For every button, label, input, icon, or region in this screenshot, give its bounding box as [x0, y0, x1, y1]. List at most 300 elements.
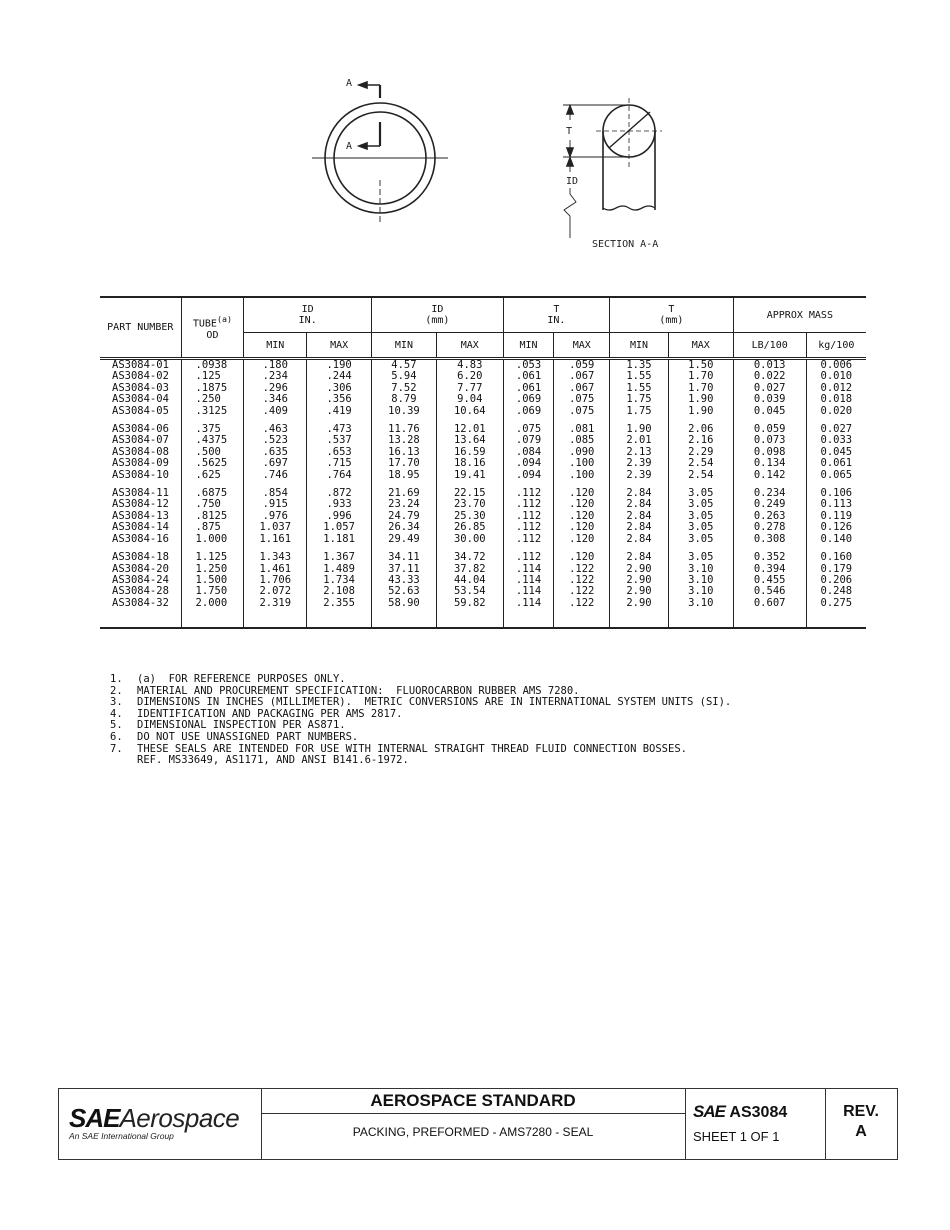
cell-lb: 0.073: [733, 435, 806, 446]
cell-mm-min: 10.39: [372, 406, 437, 417]
cell-mm-max: 6.20: [436, 371, 503, 382]
cell-tmm-max: 3.10: [668, 575, 733, 586]
cell-lb: 0.308: [733, 534, 806, 545]
dim-t-head-up: [567, 106, 573, 114]
header-approx-mass: APPROX MASS: [733, 297, 866, 333]
cell-lb: 0.022: [733, 371, 806, 382]
cell-tmm-max: 2.06: [668, 417, 733, 435]
cell-part: AS3084-18: [112, 551, 169, 564]
cell-t-max: .067: [554, 383, 610, 394]
cell-lb: 0.134: [733, 458, 806, 469]
note-text: IDENTIFICATION AND PACKAGING PER AMS 2817.: [137, 707, 403, 720]
cell-t-max: .067: [554, 371, 610, 382]
cell-lb: 0.059: [733, 417, 806, 435]
sae-aerospace-logo: SAEAerospace: [69, 1103, 240, 1133]
cell-kg: 0.206: [806, 575, 866, 586]
cell-t-max: .090: [554, 447, 610, 458]
cell-id-max: 2.355: [307, 598, 372, 628]
cell-mm-min: 23.24: [372, 499, 437, 510]
header-id-mm-max: MAX: [436, 333, 503, 359]
cell-kg: 0.140: [806, 534, 866, 545]
cell-mm-min: 5.94: [372, 371, 437, 382]
cell-tmm-max: 2.54: [668, 470, 733, 481]
cell-kg: 0.018: [806, 394, 866, 405]
table-row: [100, 406, 866, 417]
header-lb100: LB/100: [733, 333, 806, 359]
table-row: [100, 481, 866, 499]
cell-t-min: .114: [503, 598, 554, 628]
cell-mm-min: 18.95: [372, 470, 437, 481]
cell-mm-max: 59.82: [436, 598, 503, 628]
cell-part: AS3084-08: [112, 445, 169, 458]
cell-tmm-min: 2.90: [610, 564, 669, 575]
cell-tmm-max: 3.10: [668, 586, 733, 597]
cell-id-max: .933: [307, 499, 372, 510]
cell-t-max: .120: [554, 499, 610, 510]
cell-id-min: .635: [244, 447, 307, 458]
cell-tmm-max: 1.70: [668, 371, 733, 382]
label-id: ID: [566, 176, 579, 187]
header-id-mm-min: MIN: [372, 333, 437, 359]
cell-kg: 0.061: [806, 458, 866, 469]
dim-t-head-down: [567, 148, 573, 156]
cell-tmm-min: 1.75: [610, 406, 669, 417]
cell-t-max: .120: [554, 545, 610, 563]
cell-mm-max: 16.59: [436, 447, 503, 458]
cell-mm-min: 11.76: [372, 417, 437, 435]
doc-number: SAE AS3084: [693, 1102, 788, 1121]
cell-tube: .5625: [181, 458, 244, 469]
cell-id-min: .463: [244, 417, 307, 435]
cell-lb: 0.394: [733, 564, 806, 575]
cell-part: AS3084-16: [112, 532, 169, 545]
cell-kg: 0.113: [806, 499, 866, 510]
note-text: REF. MS33649, AS1171, AND ANSI B141.6-1972.: [137, 754, 409, 767]
cell-id-max: .872: [307, 481, 372, 499]
cell-tube: .625: [181, 470, 244, 481]
label-t: T: [566, 126, 573, 137]
table-row: [100, 417, 866, 435]
cell-part: AS3084-01: [112, 359, 169, 371]
cell-mm-min: 16.13: [372, 447, 437, 458]
cell-mm-max: 44.04: [436, 575, 503, 586]
cell-kg: 0.012: [806, 383, 866, 394]
cell-tube: .125: [181, 371, 244, 382]
cell-tmm-min: 1.75: [610, 394, 669, 405]
cell-id-max: 1.734: [307, 575, 372, 586]
cell-id-max: .764: [307, 470, 372, 481]
cell-part: AS3084-07: [112, 434, 169, 447]
cell-tmm-min: 2.90: [610, 586, 669, 597]
cell-part: AS3084-24: [112, 573, 169, 586]
cell-id-max: .190: [307, 359, 372, 372]
header-t-in-max: MAX: [554, 333, 610, 359]
cell-mm-max: 34.72: [436, 545, 503, 563]
cell-mm-max: 30.00: [436, 534, 503, 545]
sheet-label: SHEET 1 OF 1: [693, 1129, 780, 1144]
cell-t-max: .100: [554, 458, 610, 469]
cell-id-min: 2.319: [244, 598, 307, 628]
cell-mm-min: 8.79: [372, 394, 437, 405]
cell-part: AS3084-13: [112, 509, 169, 522]
cell-id-max: 1.057: [307, 522, 372, 533]
cell-tube: .6875: [181, 481, 244, 499]
cell-mm-max: 53.54: [436, 586, 503, 597]
cell-part: AS3084-12: [112, 498, 169, 511]
cell-mm-max: 10.64: [436, 406, 503, 417]
cell-id-max: .306: [307, 383, 372, 394]
cell-t-min: .114: [503, 586, 554, 597]
cell-part: AS3084-10: [112, 468, 169, 481]
header-t-mm: T (mm): [610, 297, 734, 333]
note-item: [110, 674, 731, 686]
cell-id-min: 1.461: [244, 564, 307, 575]
break-line: [603, 206, 655, 210]
cell-kg: 0.126: [806, 522, 866, 533]
cell-lb: 0.455: [733, 575, 806, 586]
cell-id-max: .419: [307, 406, 372, 417]
cell-t-min: .061: [503, 371, 554, 382]
section-hatch: [609, 112, 650, 148]
cell-id-max: .715: [307, 458, 372, 469]
cell-mm-max: 25.30: [436, 511, 503, 522]
header-part-number: PART NUMBER: [100, 297, 181, 359]
cell-id-min: .976: [244, 511, 307, 522]
cell-mm-max: 26.85: [436, 522, 503, 533]
cell-mm-min: 4.57: [372, 359, 437, 372]
cell-id-max: .356: [307, 394, 372, 405]
cell-id-max: .473: [307, 417, 372, 435]
cell-tmm-min: 2.84: [610, 499, 669, 510]
cell-lb: 0.263: [733, 511, 806, 522]
header-id-in-max: MAX: [307, 333, 372, 359]
cell-tube: .0938: [181, 359, 244, 372]
cell-kg: 0.106: [806, 481, 866, 499]
cell-tmm-min: 2.39: [610, 458, 669, 469]
cell-t-min: .112: [503, 481, 554, 499]
cell-tmm-min: 2.84: [610, 534, 669, 545]
cell-tube: 1.000: [181, 534, 244, 545]
cell-id-min: .854: [244, 481, 307, 499]
cell-mm-min: 58.90: [372, 598, 437, 628]
note-number: 2.: [110, 684, 123, 697]
cell-tmm-max: 3.05: [668, 522, 733, 533]
cell-lb: 0.607: [733, 598, 806, 628]
header-t-mm-max: MAX: [668, 333, 733, 359]
logo-cell: [59, 1089, 262, 1159]
cell-t-min: .112: [503, 499, 554, 510]
cell-tmm-min: 2.13: [610, 447, 669, 458]
cell-kg: 0.020: [806, 406, 866, 417]
cell-id-min: .296: [244, 383, 307, 394]
cell-part: AS3084-05: [112, 404, 169, 417]
cell-part: AS3084-14: [112, 521, 169, 534]
cell-id-max: 1.181: [307, 534, 372, 545]
table-row: [100, 458, 866, 469]
cell-kg: 0.065: [806, 470, 866, 481]
note-number: 5.: [110, 719, 123, 732]
cell-t-max: .120: [554, 522, 610, 533]
cell-t-min: .112: [503, 511, 554, 522]
cell-part: AS3084-04: [112, 393, 169, 406]
note-text: THESE SEALS ARE INTENDED FOR USE WITH INTERNAL STRAIGHT THREAD FLUID CONNECTION BOSSES.: [137, 742, 687, 755]
cell-id-max: .244: [307, 371, 372, 382]
cell-t-max: .085: [554, 435, 610, 446]
cell-mm-min: 37.11: [372, 564, 437, 575]
cell-mm-min: 29.49: [372, 534, 437, 545]
cell-t-max: .120: [554, 481, 610, 499]
note-text: DO NOT USE UNASSIGNED PART NUMBERS.: [137, 730, 359, 743]
cell-mm-min: 17.70: [372, 458, 437, 469]
table-row: [100, 522, 866, 533]
cell-tmm-min: 1.90: [610, 417, 669, 435]
cell-kg: 0.160: [806, 545, 866, 563]
note-text: (a) FOR REFERENCE PURPOSES ONLY.: [137, 673, 346, 685]
note-number: 1.: [110, 673, 123, 685]
cell-t-min: .114: [503, 575, 554, 586]
cell-tmm-max: 2.54: [668, 458, 733, 469]
cell-id-min: .409: [244, 406, 307, 417]
cell-mm-max: 22.15: [436, 481, 503, 499]
cell-kg: 0.179: [806, 564, 866, 575]
cell-id-max: 2.108: [307, 586, 372, 597]
cell-id-min: 2.072: [244, 586, 307, 597]
cell-id-min: .697: [244, 458, 307, 469]
title-block: [58, 1088, 898, 1160]
cell-id-max: 1.367: [307, 545, 372, 563]
cell-tmm-max: 1.50: [668, 359, 733, 372]
cell-tube: .750: [181, 499, 244, 510]
header-id-in-min: MIN: [244, 333, 307, 359]
cell-lb: 0.249: [733, 499, 806, 510]
cell-kg: 0.006: [806, 359, 866, 372]
cell-tube: 1.125: [181, 545, 244, 563]
cell-tube: .500: [181, 447, 244, 458]
note-text: MATERIAL AND PROCUREMENT SPECIFICATION: FLUOROCARBON RUBBER AMS 7280.: [137, 684, 580, 697]
cell-id-min: 1.706: [244, 575, 307, 586]
cell-t-min: .094: [503, 470, 554, 481]
cell-id-min: .346: [244, 394, 307, 405]
cell-t-min: .114: [503, 564, 554, 575]
cell-mm-min: 13.28: [372, 435, 437, 446]
cell-t-max: .120: [554, 511, 610, 522]
cell-part: AS3084-28: [112, 585, 169, 598]
table-row: [100, 470, 866, 481]
notes-list: [110, 674, 731, 767]
cell-mm-max: 18.16: [436, 458, 503, 469]
sae-mini-logo: SAE: [693, 1102, 725, 1121]
logo-subtitle: An SAE International Group: [69, 1131, 174, 1141]
cell-tmm-max: 3.10: [668, 598, 733, 628]
cell-id-min: 1.343: [244, 545, 307, 563]
revision-cell: [825, 1089, 897, 1159]
cell-part: AS3084-09: [112, 457, 169, 470]
cell-tmm-min: 2.90: [610, 575, 669, 586]
table-row: [100, 394, 866, 405]
cell-lb: 0.013: [733, 359, 806, 372]
cell-tmm-max: 1.90: [668, 406, 733, 417]
cell-t-min: .053: [503, 359, 554, 372]
standard-title: AEROSPACE STANDARD: [261, 1089, 685, 1114]
header-tube-od: TUBE$^{(a)}$ OD: [181, 297, 244, 359]
rev-value: A: [855, 1123, 867, 1140]
cell-t-max: .100: [554, 470, 610, 481]
cell-lb: 0.142: [733, 470, 806, 481]
cell-tmm-min: 2.39: [610, 470, 669, 481]
cell-tmm-min: 2.84: [610, 511, 669, 522]
cell-lb: 0.027: [733, 383, 806, 394]
cell-tmm-max: 3.10: [668, 564, 733, 575]
cell-t-min: .094: [503, 458, 554, 469]
cell-tmm-max: 3.05: [668, 511, 733, 522]
table-row: [100, 586, 866, 597]
cell-t-min: .069: [503, 394, 554, 405]
cell-mm-min: 26.34: [372, 522, 437, 533]
header-t-in: T IN.: [503, 297, 609, 333]
cell-t-min: .069: [503, 406, 554, 417]
cell-t-min: .112: [503, 545, 554, 563]
standard-subtitle: PACKING, PREFORMED - AMS7280 - SEAL: [352, 1125, 594, 1139]
cell-tube: .4375: [181, 435, 244, 446]
header-id-in: ID IN.: [244, 297, 372, 333]
note-number: [110, 755, 137, 767]
cell-id-min: .915: [244, 499, 307, 510]
cell-tmm-min: 2.84: [610, 481, 669, 499]
cell-kg: 0.248: [806, 586, 866, 597]
cell-tmm-max: 1.70: [668, 383, 733, 394]
note-text: DIMENSIONAL INSPECTION PER AS871.: [137, 719, 346, 732]
cell-kg: 0.010: [806, 371, 866, 382]
cell-id-max: .996: [307, 511, 372, 522]
table-row: [100, 545, 866, 563]
cell-t-min: .075: [503, 417, 554, 435]
cell-part: AS3084-32: [100, 598, 181, 628]
cell-t-min: .112: [503, 534, 554, 545]
cell-id-min: .180: [244, 359, 307, 372]
cell-mm-min: 24.79: [372, 511, 437, 522]
dim-id-head: [567, 158, 573, 166]
cell-tmm-min: 2.90: [610, 598, 669, 628]
cell-lb: 0.045: [733, 406, 806, 417]
cell-tube: .250: [181, 394, 244, 405]
cell-t-max: .122: [554, 598, 610, 628]
section-label: SECTION A-A: [592, 239, 659, 250]
dim-id-break: [564, 188, 576, 238]
cell-id-min: 1.037: [244, 522, 307, 533]
cell-tube: .875: [181, 522, 244, 533]
cell-tmm-max: 2.29: [668, 447, 733, 458]
label-a-bottom: A: [346, 141, 353, 152]
cell-tmm-max: 3.05: [668, 534, 733, 545]
cell-part: AS3084-20: [112, 562, 169, 575]
note-number: 4.: [110, 707, 123, 720]
label-a-top: A: [346, 78, 353, 89]
cell-tmm-max: 3.05: [668, 499, 733, 510]
cell-t-min: .112: [503, 522, 554, 533]
cell-tube: .3125: [181, 406, 244, 417]
cell-tmm-min: 2.84: [610, 522, 669, 533]
cell-t-max: .075: [554, 394, 610, 405]
header-t-in-min: MIN: [503, 333, 554, 359]
rev-label: REV.: [843, 1103, 879, 1120]
arrow-bottom-head: [359, 143, 367, 149]
header-id-mm: ID (mm): [372, 297, 504, 333]
dimension-table: [100, 296, 866, 629]
cell-tube: 1.500: [181, 575, 244, 586]
cell-t-max: .075: [554, 406, 610, 417]
cell-tmm-max: 1.90: [668, 394, 733, 405]
cell-t-max: .122: [554, 575, 610, 586]
cell-tube: .375: [181, 417, 244, 435]
cell-kg: 0.119: [806, 511, 866, 522]
cell-tube: .8125: [181, 511, 244, 522]
cell-part: AS3084-03: [112, 381, 169, 394]
cell-mm-min: 34.11: [372, 545, 437, 563]
cell-t-max: .059: [554, 359, 610, 372]
front-view: [312, 82, 448, 225]
note-number: 7.: [110, 742, 123, 755]
cell-t-max: .122: [554, 564, 610, 575]
cell-mm-max: 19.41: [436, 470, 503, 481]
cell-part: AS3084-02: [112, 370, 169, 383]
table-row: [100, 598, 866, 628]
table-row: [100, 534, 866, 545]
cell-tmm-min: 1.55: [610, 371, 669, 382]
cell-kg: 0.045: [806, 447, 866, 458]
cell-id-min: .234: [244, 371, 307, 382]
cell-part: AS3084-06: [112, 423, 169, 436]
cell-mm-max: 7.77: [436, 383, 503, 394]
standard-cell: [261, 1089, 686, 1159]
cell-tmm-max: 3.05: [668, 545, 733, 563]
cell-t-min: .079: [503, 435, 554, 446]
note-item: [110, 732, 731, 744]
section-view: [563, 98, 662, 238]
cell-tube: .1875: [181, 383, 244, 394]
cell-lb: 0.234: [733, 481, 806, 499]
cell-lb: 0.352: [733, 545, 806, 563]
cell-t-max: .122: [554, 586, 610, 597]
cell-mm-max: 4.83: [436, 359, 503, 372]
arrow-top-head: [359, 82, 367, 88]
cell-id-min: .746: [244, 470, 307, 481]
cell-mm-max: 12.01: [436, 417, 503, 435]
cell-tube: 1.750: [181, 586, 244, 597]
cell-tmm-min: 1.35: [610, 359, 669, 372]
note-text: DIMENSIONS IN INCHES (MILLIMETER). METRIC CONVERSIONS ARE IN INTERNATIONAL SYSTEM UNITS (SI).: [137, 696, 732, 709]
cell-mm-max: 37.82: [436, 564, 503, 575]
cell-kg: 0.275: [806, 598, 866, 628]
cell-tmm-min: 1.55: [610, 383, 669, 394]
cell-kg: 0.027: [806, 417, 866, 435]
cell-mm-max: 23.70: [436, 499, 503, 510]
cell-mm-min: 52.63: [372, 586, 437, 597]
cell-t-max: .081: [554, 417, 610, 435]
cell-mm-max: 9.04: [436, 394, 503, 405]
cell-t-min: .084: [503, 447, 554, 458]
doc-number-cell: [685, 1089, 826, 1159]
cell-id-min: 1.161: [244, 534, 307, 545]
cell-tube: 1.250: [181, 564, 244, 575]
cell-mm-min: 7.52: [372, 383, 437, 394]
table-body: [100, 359, 866, 629]
cell-lb: 0.278: [733, 522, 806, 533]
cell-part: AS3084-11: [112, 487, 169, 500]
cell-lb: 0.039: [733, 394, 806, 405]
cell-tmm-max: 3.05: [668, 481, 733, 499]
cell-lb: 0.098: [733, 447, 806, 458]
cell-id-max: .537: [307, 435, 372, 446]
